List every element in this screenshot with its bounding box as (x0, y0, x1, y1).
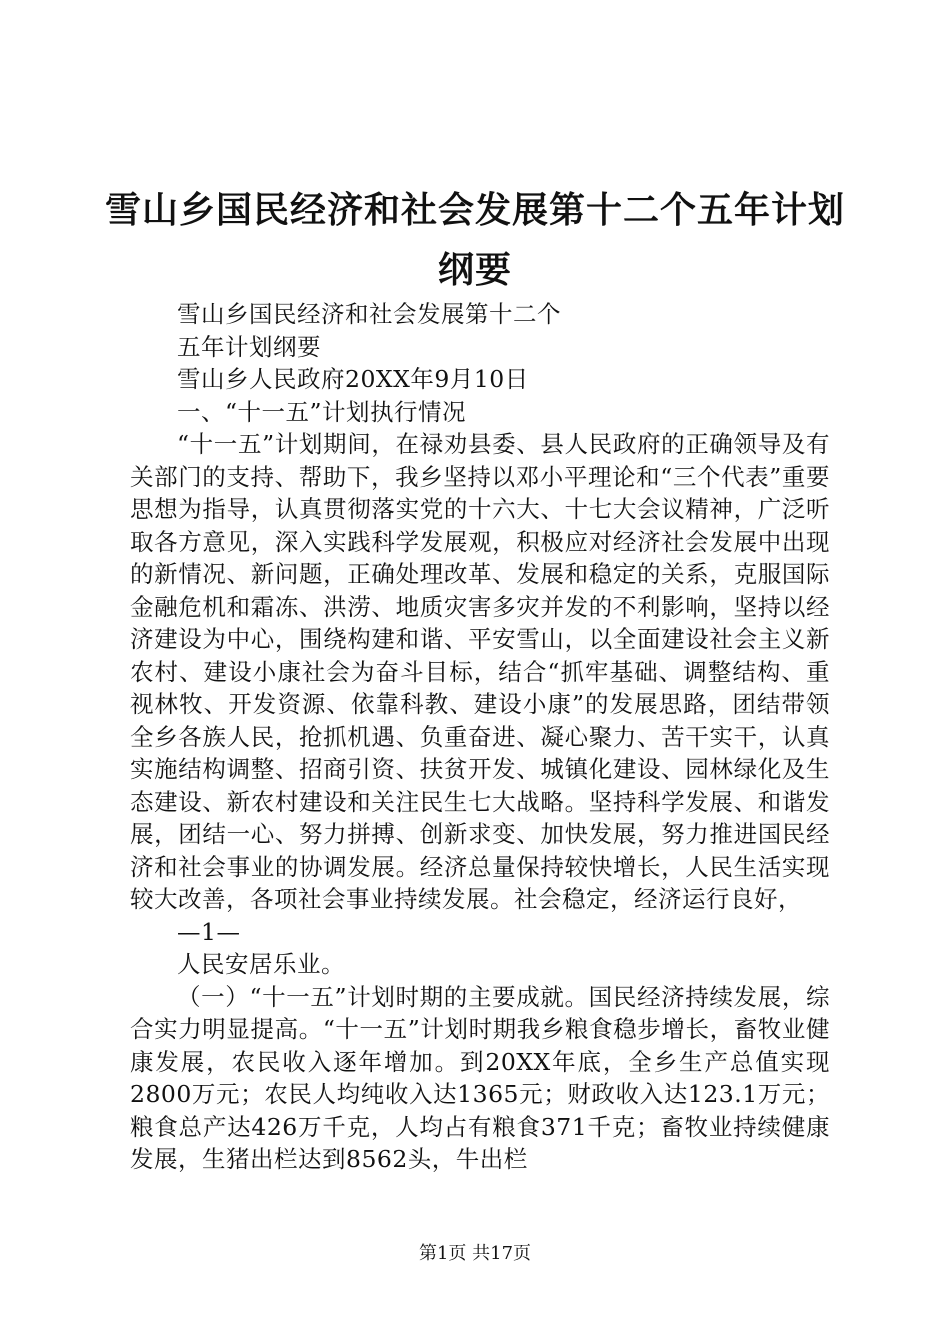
document-title-line-2: 纲要 (437, 249, 512, 291)
document-body (130, 298, 830, 1176)
section-heading: 一、“十一五”计划执行情况 (177, 397, 467, 426)
body-paragraph: （一）“十一五”计划时期的主要成就。国民经济持续发展，综合实力明显提高。“十一五”计划时期我乡粮食稳步增长，畜牧业健康发展，农民收入逐年增加。到20XX年底，全乡生产总值实现2800万元；农民人均纯收入达1365元；财政收入达123.1万元；粮食总产达426万千克，人均占有粮食371千克；畜牧业持续健康发展，生猪出栏达到8562头，牛出栏 (130, 982, 830, 1173)
page-number-footer: 第1页 共17页 (418, 1243, 532, 1264)
issuer-date-line: 雪山乡人民政府20XX年9月10日 (177, 365, 529, 393)
body-paragraph-continuation: 人民安居乐业。 (177, 950, 345, 978)
document-title-line-1: 雪山乡国民经济和社会发展第十二个五年计划 (104, 189, 845, 231)
subtitle-line-2: 五年计划纲要 (177, 332, 321, 361)
subtitle-line-1: 雪山乡国民经济和社会发展第十二个 (177, 300, 561, 328)
body-paragraph: “十一五”计划期间，在禄劝县委、县人民政府的正确领导及有关部门的支持、帮助下，我乡坚持以邓小平理论和“三个代表”重要思想为指导，认真贯彻落实党的十六大、十七大会议精神，广泛听取各方意见，深入实践科学发展观，积极应对经济社会发展中出现的新情况、新问题，正确处理改革、发展和稳定的关系，克服国际金融危机和霜冻、洪涝、地质灾害多灾并发的不利影响，坚持以经济建设为中心，围绕构建和谐、平安雪山，以全面建设社会主义新农村、建设小康社会为奋斗目标，结合“抓牢基础、调整结构、重视林牧、开发资源、依靠科教、建设小康”的发展思路，团结带领全乡各族人民，抢抓机遇、负重奋进、凝心聚力、苦干实干，认真实施结构调整、招商引资、扶贫开发、城镇化建设、园林绿化及生态建设、新农村建设和关注民生七大战略。坚持科学发展、和谐发展，团结一心、努力拼搏、创新求变、加快发展，努力推进国民经济和社会事业的协调发展。经济总量保持较快增长，人民生活实现较大改善，各项社会事业持续发展。社会稳定，经济运行良好， (130, 430, 830, 913)
page-marker: —1— (177, 917, 241, 946)
